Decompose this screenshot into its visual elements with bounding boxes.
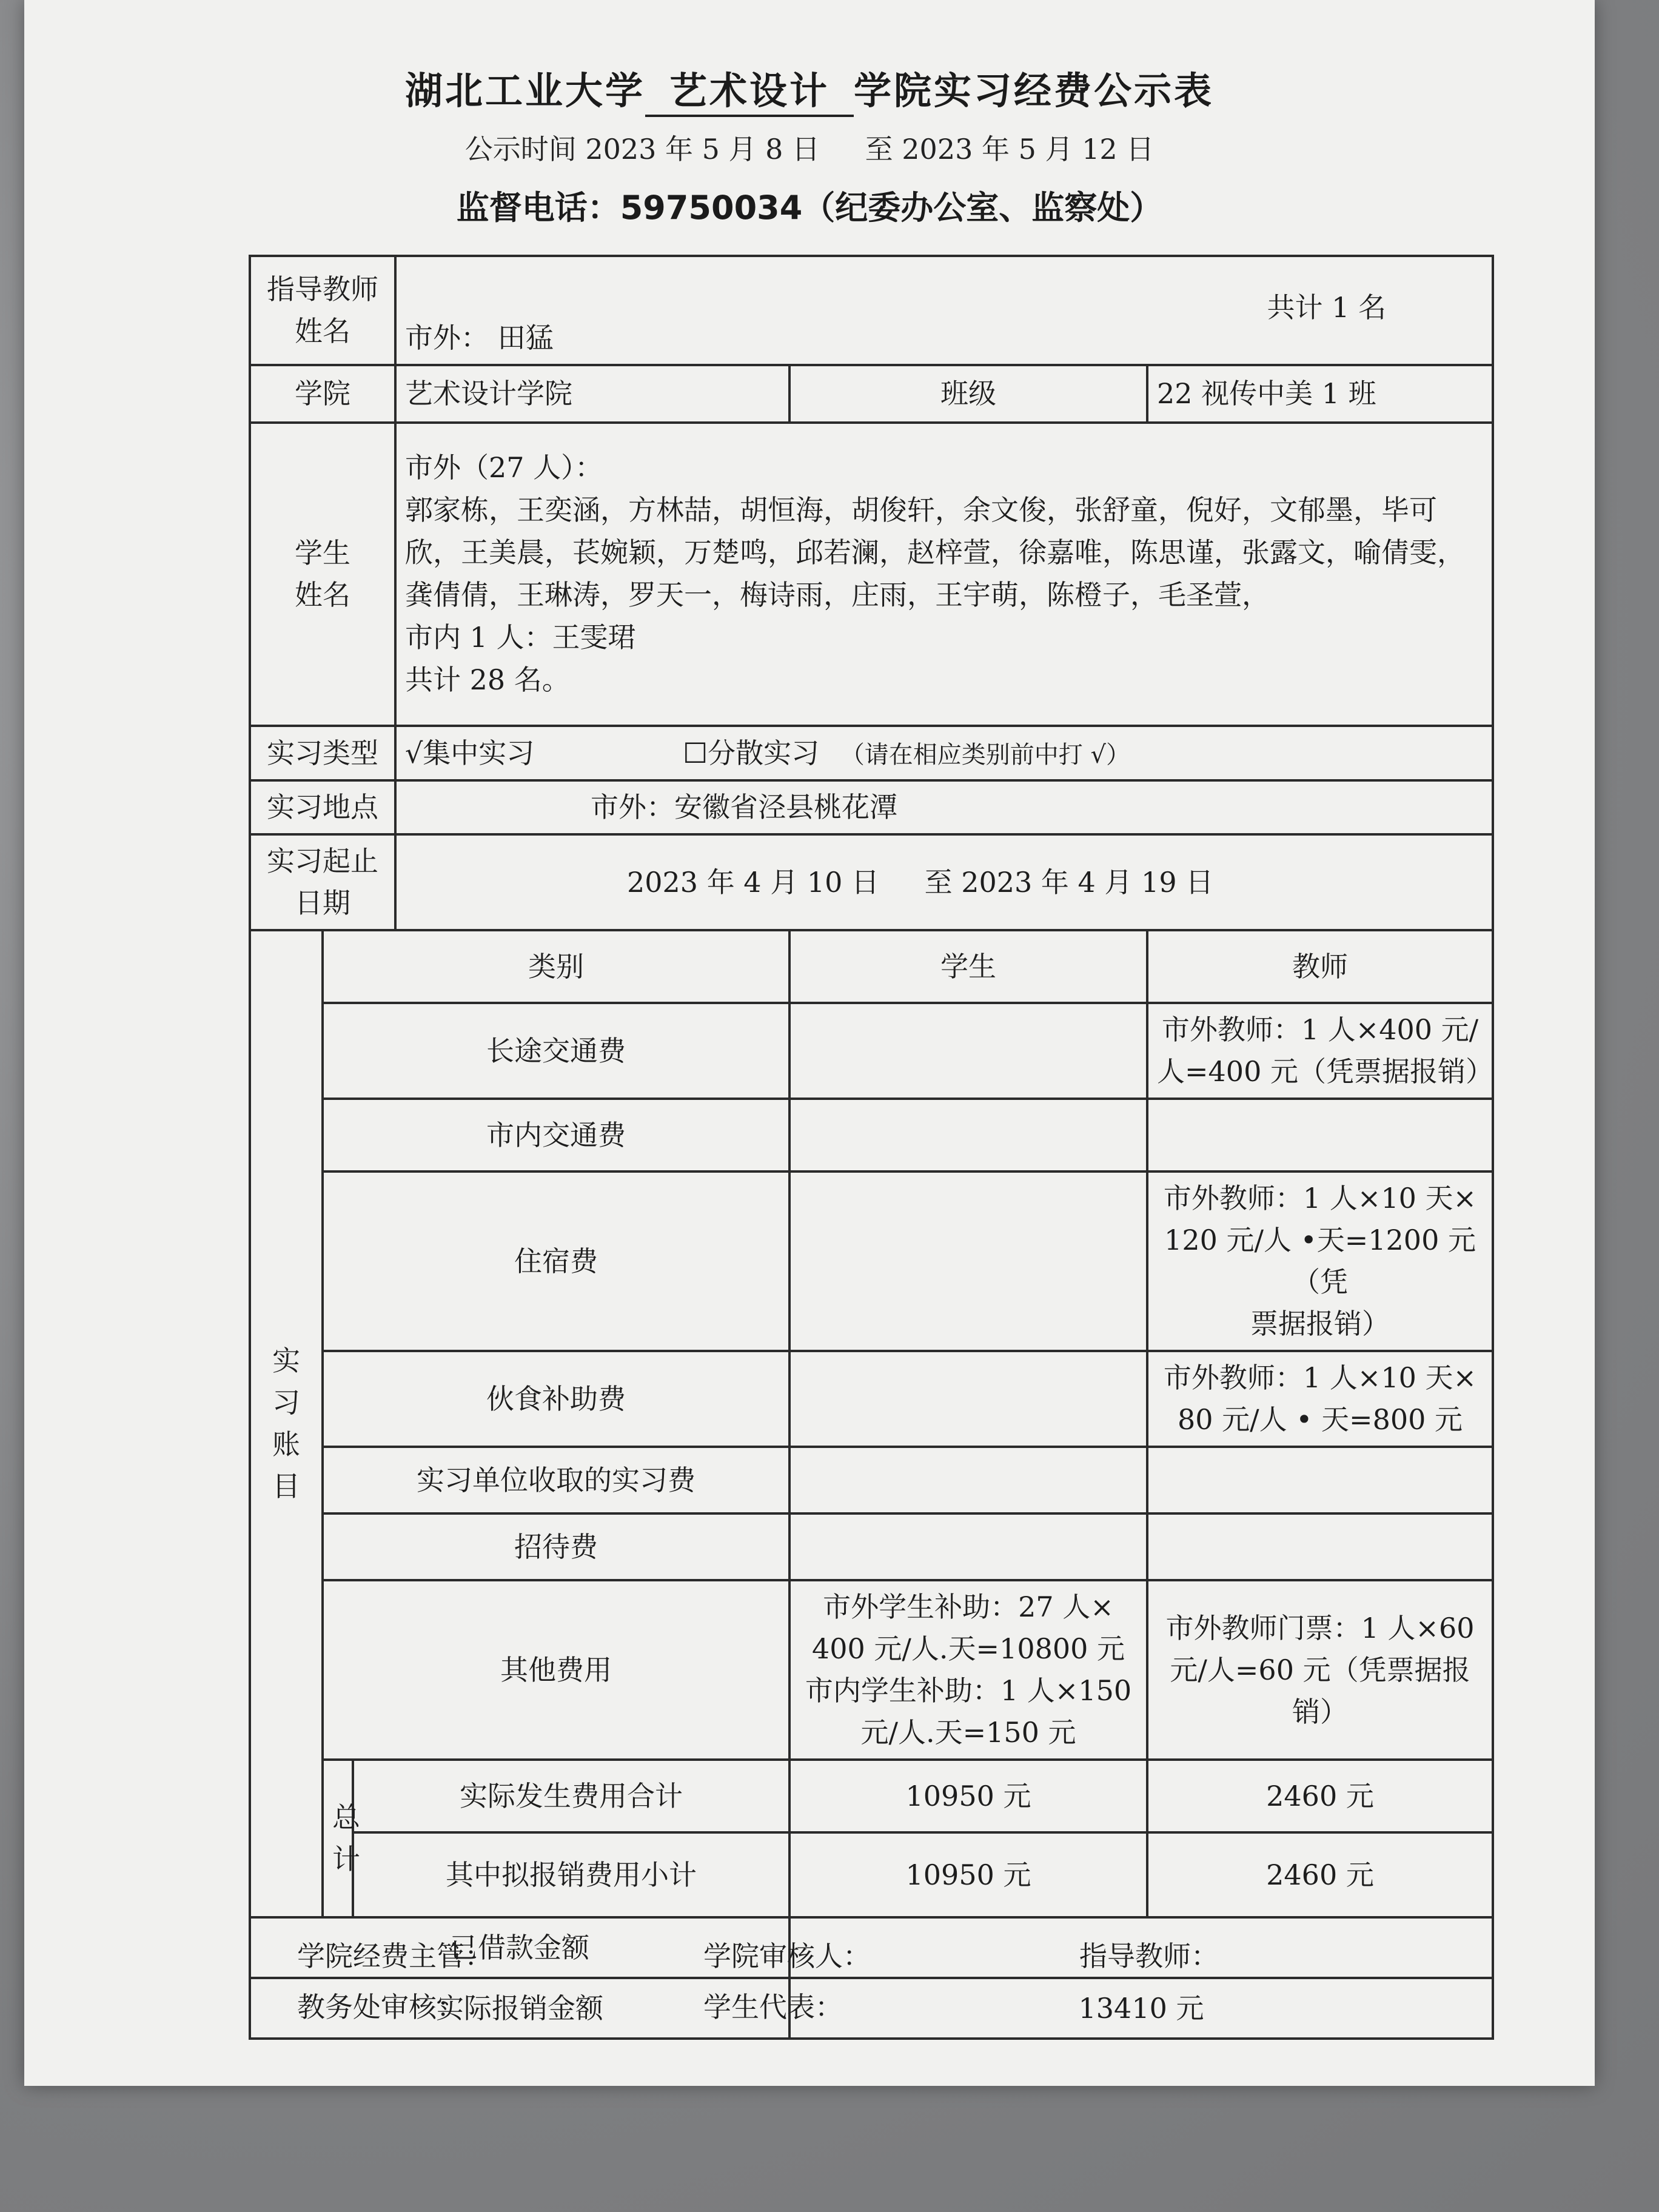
title-prefix: 湖北工业大学 xyxy=(404,69,645,113)
account-student-cell xyxy=(789,1099,1147,1171)
total-label-char2: 计 xyxy=(332,1843,360,1875)
account-student-line: 市内学生补助：1 人×150 xyxy=(805,1674,1132,1707)
col-teacher: 教师 xyxy=(1147,930,1493,1003)
total-label xyxy=(323,1760,360,1917)
account-student-cell xyxy=(789,1171,1147,1351)
academic-affairs-sign: 教务处审核： xyxy=(297,1991,464,2023)
account-teacher-line: 120 元/人 •天=1200 元（凭 xyxy=(1164,1224,1476,1298)
teacher-label xyxy=(250,256,395,365)
accounts-side-char1: 实 xyxy=(272,1344,300,1377)
date-value xyxy=(395,834,1493,930)
total-label-char1: 总 xyxy=(332,1801,360,1834)
type-note: （请在相应类别前中打 √） xyxy=(840,740,1131,769)
type-value xyxy=(395,726,1493,780)
account-student-cell xyxy=(789,1003,1147,1099)
reimb-sub-teacher: 2460 元 xyxy=(1147,1832,1493,1917)
account-teacher-line: 市外教师门票：1 人×60 xyxy=(1165,1611,1475,1644)
account-teacher-line: 市外教师：1 人×10 天× xyxy=(1163,1182,1477,1215)
students-label-line1: 学生 xyxy=(295,537,350,569)
reimb-sub-student: 10950 元 xyxy=(789,1832,1147,1917)
account-student-cell xyxy=(789,1580,1147,1760)
accounts-side-char4: 目 xyxy=(272,1470,300,1503)
col-category: 类别 xyxy=(323,930,789,1003)
account-student-line: 市外学生补助：27 人× xyxy=(823,1590,1114,1623)
notice-sheet xyxy=(24,0,1595,2086)
account-teacher-line: 市外教师：1 人×10 天× xyxy=(1163,1361,1477,1394)
actual-total-label: 实际发生费用合计 xyxy=(353,1760,789,1832)
account-teacher-line: 元/人=60 元（凭票据报销） xyxy=(1170,1653,1470,1728)
teacher-value-cell xyxy=(395,256,1493,365)
title-suffix: 学院实习经费公示表 xyxy=(854,69,1215,113)
type-dispersed: ☐分散实习 xyxy=(682,736,820,769)
account-category: 其他费用 xyxy=(323,1580,789,1760)
actual-total-teacher: 2460 元 xyxy=(1147,1760,1493,1832)
place-value: 市外：安徽省泾县桃花潭 xyxy=(395,780,1493,834)
student-rep-sign: 学生代表： xyxy=(703,1991,843,2023)
actual-total-student: 10950 元 xyxy=(789,1760,1147,1832)
date-to: 至 2023 年 4 月 19 日 xyxy=(924,865,1214,899)
account-student-line: 400 元/人.天=10800 元 xyxy=(811,1632,1125,1665)
col-student: 学生 xyxy=(789,930,1147,1003)
notice-period xyxy=(24,127,1595,167)
type-label: 实习类型 xyxy=(250,726,395,780)
college-reviewer-sign: 学院审核人： xyxy=(703,1940,871,1972)
supervision-hotline: 监督电话：59750034（纪委办公室、监察处） xyxy=(456,189,1163,227)
account-teacher-cell xyxy=(1147,1171,1493,1351)
actual-reimb-label: 实际报销金额 xyxy=(250,1978,789,2039)
college-value: 艺术设计学院 xyxy=(395,365,789,423)
actual-reimb-value: 13410 元 xyxy=(789,1978,1493,2039)
teacher-total: 共计 1 名 xyxy=(1267,291,1386,324)
accounts-side-char3: 账 xyxy=(272,1428,300,1461)
accounts-side-char2: 习 xyxy=(272,1386,300,1419)
date-label-line2: 日期 xyxy=(295,886,350,919)
account-category: 伙食补助费 xyxy=(323,1351,789,1447)
teacher-value: 市外： 田猛 xyxy=(405,321,554,354)
account-teacher-cell xyxy=(1147,1099,1493,1171)
account-teacher-cell xyxy=(1147,1447,1493,1513)
notice-from: 公示时间 2023 年 5 月 8 日 xyxy=(464,133,820,166)
students-line-names: 郭家栋，王奕涵，方林喆，胡恒海，胡俊轩，余文俊，张舒童，倪好，文郁墨，毕可欣，王美晨，苌婉颖，万楚鸣，邱若澜，赵梓萱，徐嘉唯，陈思谨，张露文，喻倩雯，龚倩倩，王琳涛，罗天一，梅诗雨，庄雨，王宇萌，陈橙子，毛圣萱， xyxy=(405,494,1465,611)
account-teacher-line: 人=400 元（凭票据报销） xyxy=(1157,1055,1493,1088)
expense-table xyxy=(249,255,1494,2040)
place-label: 实习地点 xyxy=(250,780,395,834)
page-title xyxy=(24,61,1595,117)
date-label-line1: 实习起止 xyxy=(267,845,378,877)
account-student-line: 元/人.天=150 元 xyxy=(860,1716,1076,1749)
account-teacher-line: 票据报销） xyxy=(1250,1307,1390,1340)
account-category: 长途交通费 xyxy=(323,1003,789,1099)
signature-area xyxy=(297,1934,1389,2036)
account-category: 市内交通费 xyxy=(323,1099,789,1171)
class-label: 班级 xyxy=(789,365,1147,423)
account-teacher-cell xyxy=(1147,1513,1493,1580)
students-value xyxy=(395,423,1493,726)
account-category: 实习单位收取的实习费 xyxy=(323,1447,789,1513)
students-line-total: 共计 28 名。 xyxy=(405,663,570,696)
class-value: 22 视传中美 1 班 xyxy=(1147,365,1493,423)
account-student-cell xyxy=(789,1447,1147,1513)
account-teacher-cell xyxy=(1147,1351,1493,1447)
accounts-side-label xyxy=(250,930,323,1917)
account-student-cell xyxy=(789,1351,1147,1447)
notice-to: 至 2023 年 5 月 12 日 xyxy=(865,133,1155,166)
students-label-line2: 姓名 xyxy=(295,578,350,611)
account-teacher-line: 80 元/人 • 天=800 元 xyxy=(1178,1403,1463,1436)
account-teacher-cell xyxy=(1147,1003,1493,1099)
students-line-inside: 市内 1 人：王雯珺 xyxy=(405,620,636,654)
college-name-blank: 艺术设计 xyxy=(645,61,854,117)
students-label xyxy=(250,423,395,726)
college-label: 学院 xyxy=(250,365,395,423)
students-line-outside: 市外（27 人）： xyxy=(405,451,603,484)
date-from: 2023 年 4 月 10 日 xyxy=(627,865,879,899)
instructor-sign: 指导教师： xyxy=(1079,1940,1219,1972)
college-finance-sign: 学院经费主管： xyxy=(297,1940,492,1972)
type-concentrated: √集中实习 xyxy=(405,736,535,769)
account-category: 住宿费 xyxy=(323,1171,789,1351)
account-student-cell xyxy=(789,1513,1147,1580)
borrowed-label: 已借款金额 xyxy=(250,1917,789,1978)
account-teacher-line: 市外教师：1 人×400 元/ xyxy=(1161,1013,1479,1046)
account-teacher-cell xyxy=(1147,1580,1493,1760)
teacher-label-line2: 姓名 xyxy=(295,315,350,347)
reimb-sub-label: 其中拟报销费用小计 xyxy=(353,1832,789,1917)
teacher-label-line1: 指导教师 xyxy=(267,273,378,306)
account-category: 招待费 xyxy=(323,1513,789,1580)
date-label xyxy=(250,834,395,930)
